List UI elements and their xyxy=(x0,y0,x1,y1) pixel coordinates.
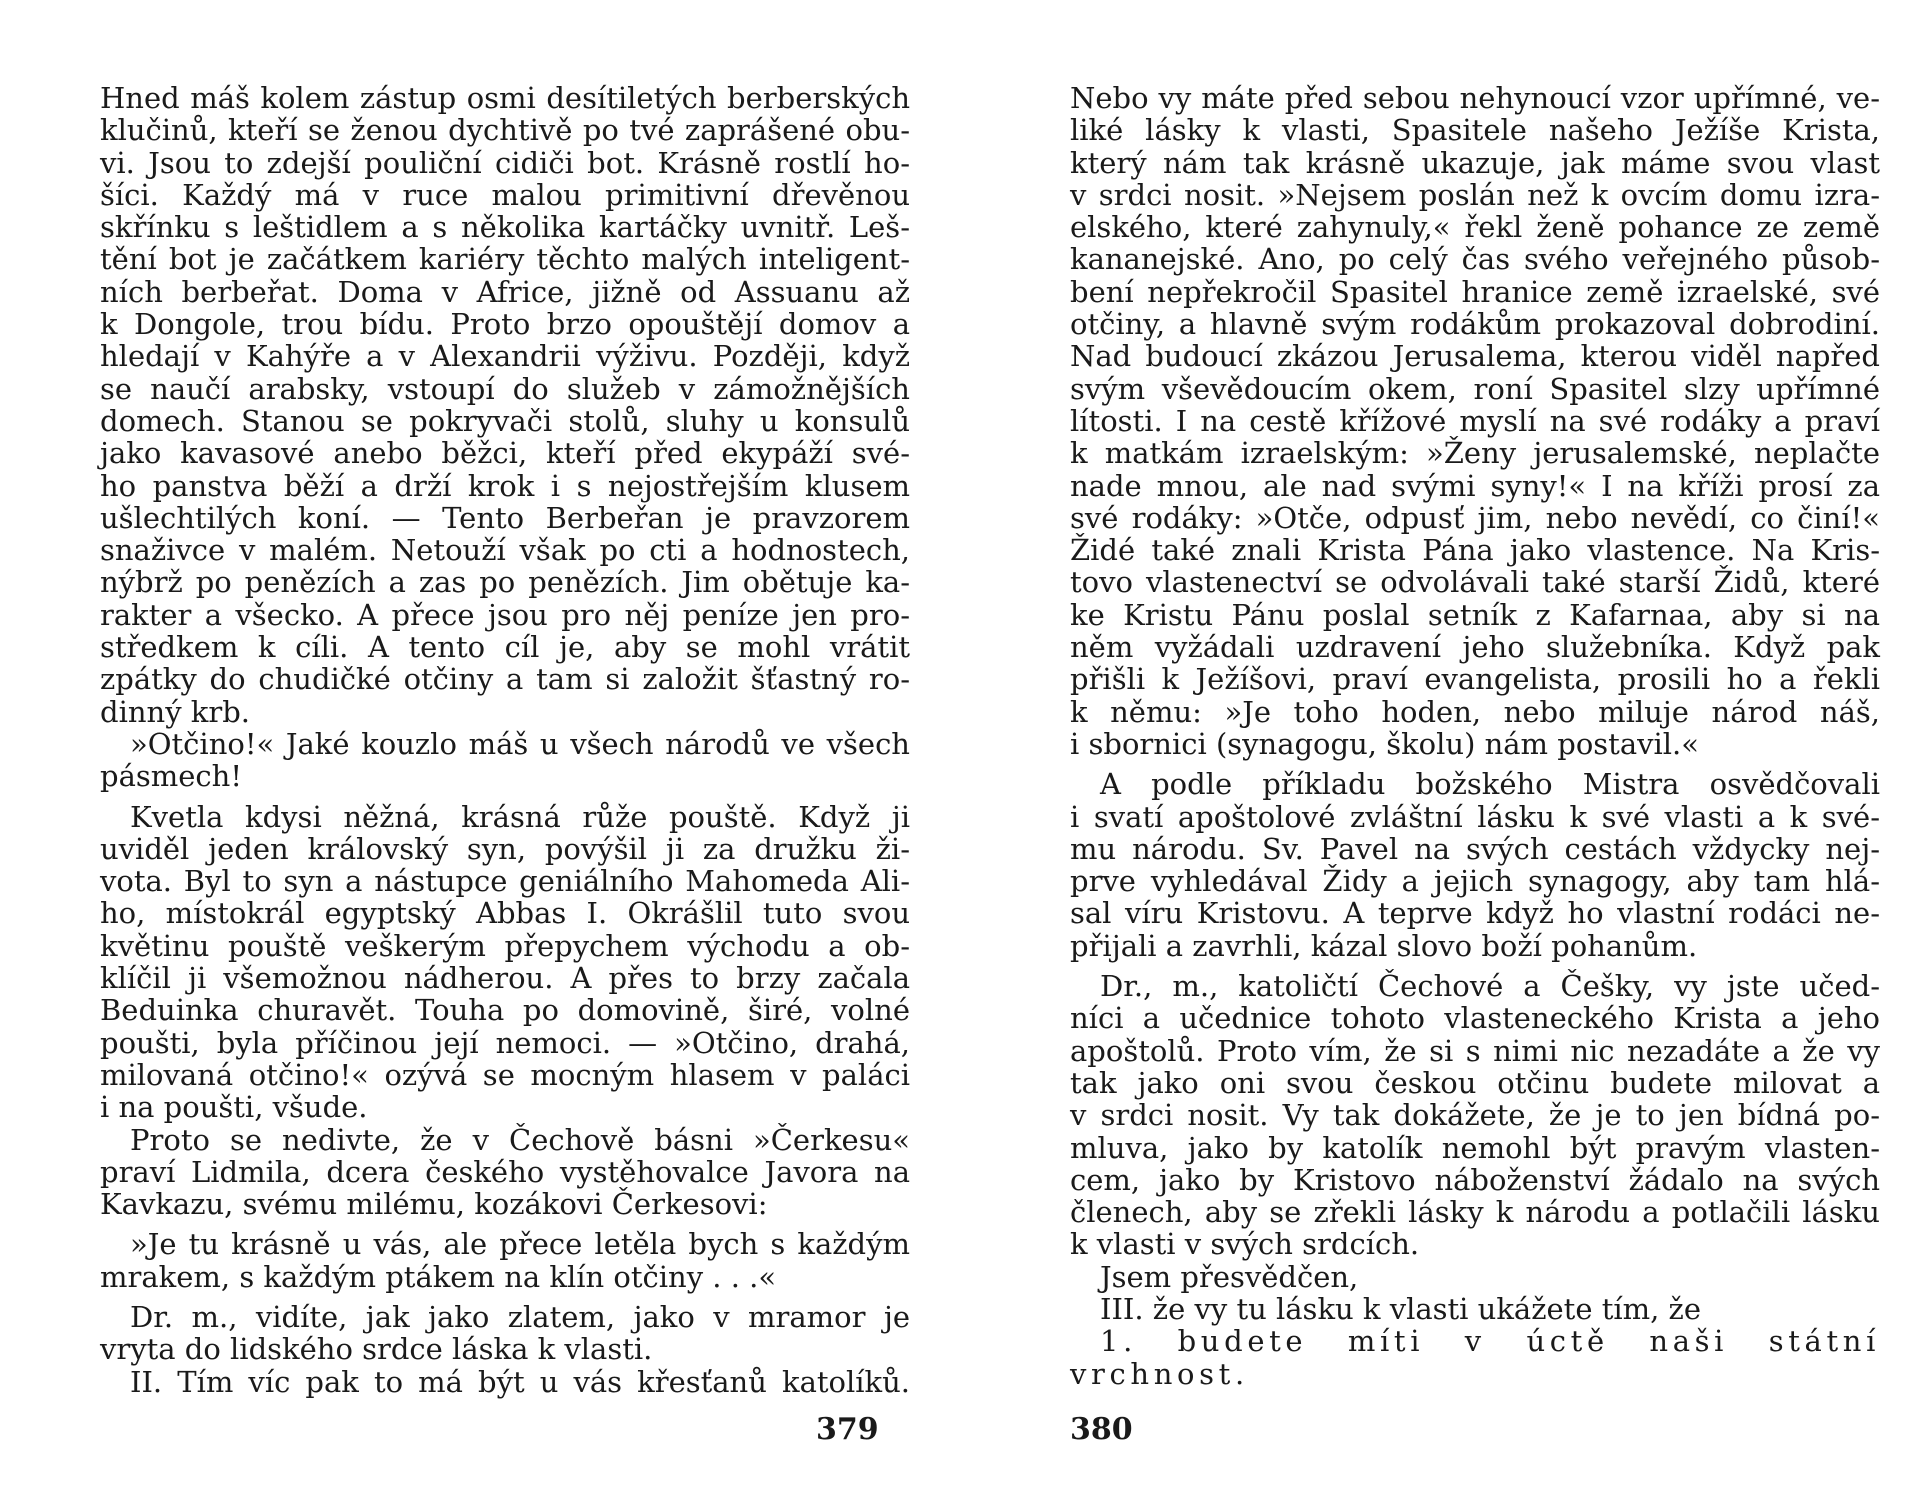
text-line: II. Tím víc pak to má být u vás křesťanů katolíků. xyxy=(130,1364,910,1399)
text-line: pásmech! xyxy=(100,759,242,794)
text-line: klíčil ji všemožnou nádherou. A přes to brzy začala xyxy=(100,961,910,996)
text-line: »Je tu krásně u vás, ale přece letěla bych s každým xyxy=(130,1227,910,1262)
text-line: nade mnou, ale nad svými syny!« I na kříži prosí za xyxy=(1070,468,1880,503)
text-line: kananejské. Ano, po celý čas svého veřejného působ- xyxy=(1070,242,1880,277)
text-line: k Dongole, trou bídu. Proto brzo opouštějí domov a xyxy=(100,307,910,342)
text-line: šíci. Každý má v ruce malou primitivní dřevěnou xyxy=(100,177,910,212)
text-line: 1. budete míti v úctě naši státní xyxy=(1100,1324,1880,1359)
text-line: Nebo vy máte před sebou nehynoucí vzor upřímné, ve- xyxy=(1070,81,1880,115)
text-line: který nám tak krásně ukazuje, jak máme svou vlast xyxy=(1070,145,1880,180)
text-line: Dr., m., katoličtí Čechové a Češky, vy jste učed- xyxy=(1100,969,1880,1004)
text-line: k vlasti v svých srdcích. xyxy=(1070,1227,1420,1262)
text-line: III. že vy tu lásku k vlasti ukážete tím, že xyxy=(1100,1291,1701,1326)
text-line: Dr. m., vidíte, jak jako zlatem, jako v mramor je xyxy=(130,1299,910,1334)
text-line: dinný krb. xyxy=(100,694,251,729)
text-line: »Otčino!« Jaké kouzlo máš u všech národů ve všech xyxy=(130,726,910,761)
page-number-left: 379 xyxy=(816,1412,879,1447)
text-line: cem, jako by Kristovo náboženství žádalo na svých xyxy=(1070,1162,1880,1197)
text-line: tění bot je začátkem kariéry těchto malých inteligent- xyxy=(100,242,910,277)
text-line: rakter a všecko. A přece jsou pro něj peníze jen pro- xyxy=(100,597,910,632)
text-line: vota. Byl to syn a nástupce geniálního Mahomeda Ali- xyxy=(100,864,910,899)
text-line: mluva, jako by katolík nemohl být pravým vlasten- xyxy=(1070,1130,1880,1165)
text-line: prve vyhledával Židy a jejich synagogy, aby tam hlá- xyxy=(1070,864,1880,899)
text-line: Židé také znali Krista Pána jako vlastence. Na Kris- xyxy=(1070,533,1880,568)
text-line: snaživce v malém. Netouží však po cti a hodnostech, xyxy=(100,533,910,568)
text-line: ho, místokrál egyptský Abbas I. Okrášlil tuto svou xyxy=(100,896,910,931)
text-line: Nad budoucí zkázou Jerusalema, kterou viděl napřed xyxy=(1070,339,1880,374)
text-line: klučinů, kteří se ženou dychtivě po tvé zaprášené obu- xyxy=(100,113,910,148)
text-line: k němu: »Je toho hoden, nebo miluje národ náš, xyxy=(1070,694,1880,729)
text-line: otčiny, a hlavně svým rodákům prokazoval dobrodiní. xyxy=(1070,307,1880,342)
right-page xyxy=(1070,82,1880,1390)
text-line: květinu pouště veškerým přepychem východu a ob- xyxy=(100,928,910,963)
text-line: hledají v Kahýře a v Alexandrii výživu. Později, když xyxy=(100,339,910,374)
text-line: milovaná otčino!« ozývá se mocným hlasem v paláci xyxy=(100,1057,910,1092)
text-line: svým vševědoucím okem, roní Spasitel slzy upřímné xyxy=(1070,371,1880,406)
left-page xyxy=(100,82,910,1398)
text-line: mrakem, s každým ptákem na klín otčiny . . .« xyxy=(100,1259,777,1294)
text-line: se naučí arabsky, vstoupí do služeb v zámožnějších xyxy=(100,371,910,406)
text-line: Kvetla kdysi něžná, krásná růže pouště. Když ji xyxy=(130,799,910,834)
text-line: členech, aby se zřekli lásky k národu a potlačili lásku xyxy=(1070,1195,1880,1230)
text-line: ho panstva běží a drží krok i s nejostřejším klusem xyxy=(100,468,910,503)
text-line: bení nepřekročil Spasitel hranice země izraelské, své xyxy=(1070,274,1880,309)
text-line: Kavkazu, svému milému, kozákovi Čerkesovi: xyxy=(100,1187,768,1222)
text-line: tovo vlastenectví se odvolávali také starší Židů, které xyxy=(1070,565,1880,600)
text-line: ke Kristu Pánu poslal setník z Kafarnaa, aby si na xyxy=(1070,597,1880,632)
text-line: Jsem přesvědčen, xyxy=(1100,1259,1359,1294)
text-line: lítosti. I na cestě křížové myslí na své rodáky a praví xyxy=(1070,403,1880,438)
text-line: mu národu. Sv. Pavel na svých cestách vždycky nej- xyxy=(1070,831,1880,866)
text-line: praví Lidmila, dcera českého vystěhovalce Javora na xyxy=(100,1154,910,1189)
text-line: něm vyžádali uzdravení jeho služebníka. Když pak xyxy=(1070,630,1880,665)
text-line: domech. Stanou se pokryvači stolů, sluhy u konsulů xyxy=(100,403,910,438)
text-line: poušti, byla příčinou její nemoci. — »Otčino, drahá, xyxy=(100,1025,910,1060)
text-line: i sbornici (synagogu, školu) nám postavil.« xyxy=(1070,726,1700,761)
text-line: elského, které zahynuly,« řekl ženě pohance ze země xyxy=(1070,210,1880,245)
text-line: níci a učednice tohoto vlasteneckého Krista a jeho xyxy=(1070,1001,1880,1036)
text-line: i svatí apoštolové zvláštní lásku k své vlasti a k své- xyxy=(1070,799,1880,834)
page-number-right: 380 xyxy=(1070,1412,1133,1447)
text-line: i na poušti, všude. xyxy=(100,1090,368,1125)
text-line: tak jako oni svou českou otčinu budete milovat a xyxy=(1070,1065,1880,1100)
text-line: zpátky do chudičké otčiny a tam si založit šťastný ro- xyxy=(100,662,910,697)
text-line: k matkám izraelským: »Ženy jerusalemské, neplačte xyxy=(1070,436,1880,471)
text-line: v srdci nosit. »Nejsem poslán než k ovcím domu izra- xyxy=(1070,177,1880,212)
text-line: Proto se nedivte, že v Čechově básni »Čerkesu« xyxy=(130,1122,910,1157)
text-line: jako kavasové anebo běžci, kteří před ekypáží své- xyxy=(100,436,910,471)
text-line: sal víru Kristovu. A teprve když ho vlastní rodáci ne- xyxy=(1070,896,1880,931)
text-line: své rodáky: »Otče, odpusť jim, nebo nevědí, co činí!« xyxy=(1070,500,1880,535)
text-line: přijali a zavrhli, kázal slovo boží pohanům. xyxy=(1070,928,1698,963)
text-line: A podle příkladu božského Mistra osvědčovali xyxy=(1100,767,1880,802)
text-line: apoštolů. Proto vím, že si s nimi nic nezadáte a že vy xyxy=(1070,1033,1880,1068)
text-line: vryta do lidského srdce láska k vlasti. xyxy=(100,1332,653,1367)
text-line: v srdci nosit. Vy tak dokážete, že je to jen bídná po- xyxy=(1070,1098,1880,1133)
text-line: přišli k Ježíšovi, praví evangelista, prosili ho a řekli xyxy=(1070,662,1880,697)
text-line: ních berbeřat. Doma v Africe, jižně od Assuanu až xyxy=(100,274,910,309)
text-line: uviděl jeden královský syn, povýšil ji za družku ži- xyxy=(100,831,910,866)
text-line: Beduinka churavět. Touha po domovině, širé, volné xyxy=(100,993,910,1028)
text-line: středkem k cíli. A tento cíl je, aby se mohl vrátit xyxy=(100,630,910,665)
text-line: ušlechtilých koní. — Tento Berbeřan je pravzorem xyxy=(100,500,910,535)
text-line: vi. Jsou to zdejší pouliční cidiči bot. Krásně rostlí ho- xyxy=(100,145,910,180)
text-line: liké lásky k vlasti, Spasitele našeho Ježíše Krista, xyxy=(1070,113,1880,148)
text-line: Hned máš kolem zástup osmi desítiletých berberských xyxy=(100,81,910,115)
text-line: nýbrž po penězích a zas po penězích. Jim obětuje ka- xyxy=(100,565,910,600)
text-line: vrchnost. xyxy=(1070,1356,1249,1391)
text-line: skřínku s leštidlem a s několika kartáčky uvnitř. Leš- xyxy=(100,210,910,245)
